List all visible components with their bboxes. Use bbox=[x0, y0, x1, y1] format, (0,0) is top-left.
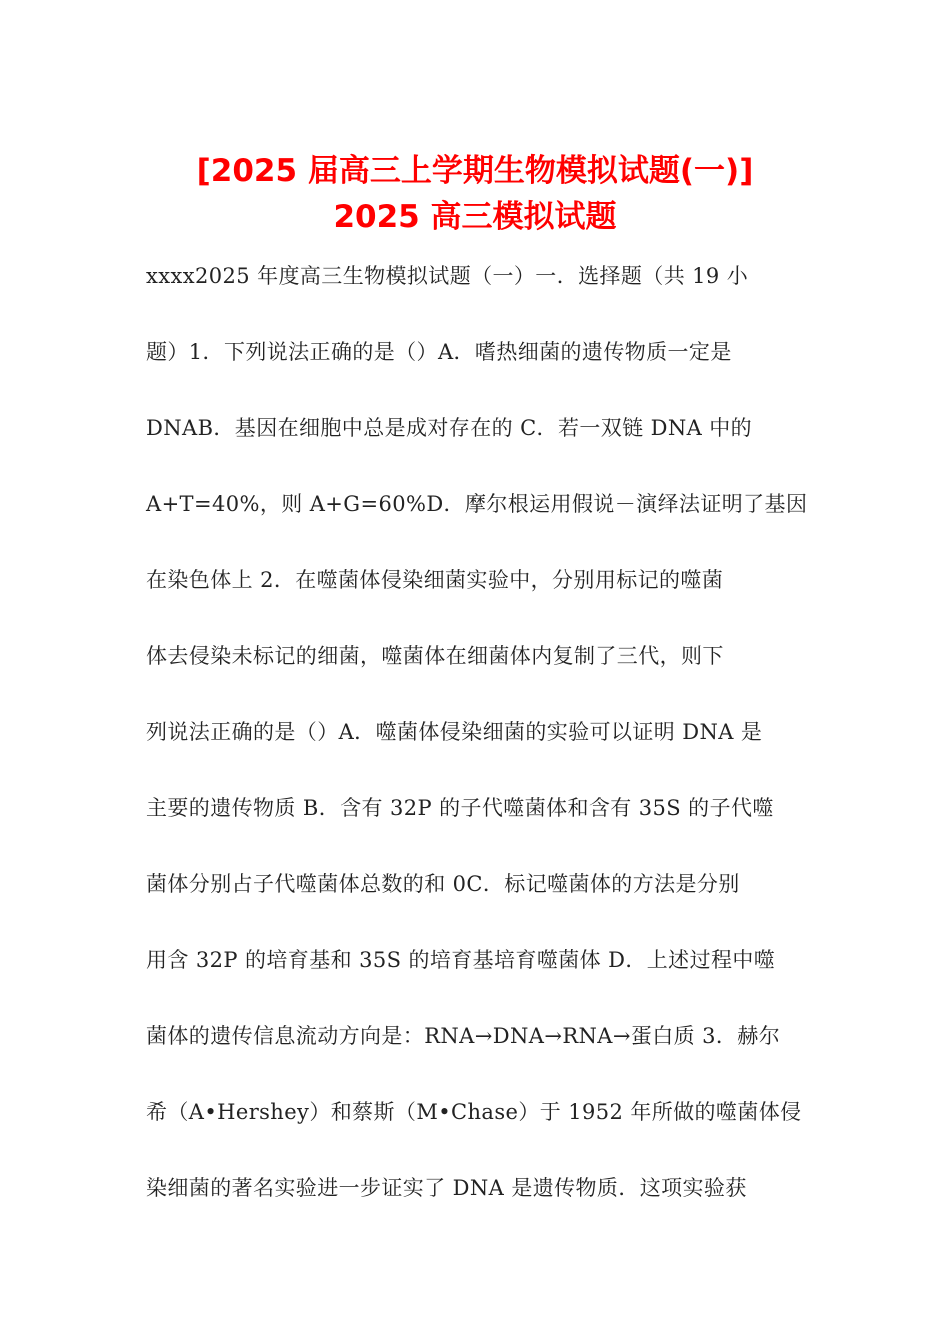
body-line: 主要的遗传物质 B．含有 32P 的子代噬菌体和含有 35S 的子代噬 bbox=[146, 796, 774, 820]
title-line-1: [2025 届高三上学期生物模拟试题(一)] bbox=[196, 153, 754, 189]
body-line: 希（A•Hershey）和蔡斯（M•Chase）于 1952 年所做的噬菌体侵 bbox=[146, 1100, 802, 1124]
body-line: DNAB．基因在细胞中总是成对存在的 C．若一双链 DNA 中的 bbox=[146, 416, 753, 440]
document-title bbox=[0, 148, 950, 240]
body-line: 题）1．下列说法正确的是（）A．嗜热细菌的遗传物质一定是 bbox=[146, 340, 732, 364]
body-line: 菌体分别占子代噬菌体总数的和 0C．标记噬菌体的方法是分别 bbox=[146, 872, 740, 896]
body-line: 菌体的遗传信息流动方向是：RNA→DNA→RNA→蛋白质 3．赫尔 bbox=[146, 1024, 781, 1048]
body-line: 体去侵染未标记的细菌，噬菌体在细菌体内复制了三代，则下 bbox=[146, 644, 724, 668]
title-line-2: 2025 高三模拟试题 bbox=[333, 199, 617, 235]
body-line: 在染色体上 2．在噬菌体侵染细菌实验中，分别用标记的噬菌 bbox=[146, 568, 724, 592]
body-line: 染细菌的著名实验进一步证实了 DNA 是遗传物质．这项实验获 bbox=[146, 1176, 747, 1200]
body-line: A+T=40%，则 A+G=60%D．摩尔根运用假说－演绎法证明了基因 bbox=[146, 492, 808, 516]
body-line: xxxx2025 年度高三生物模拟试题（一）一．选择题（共 19 小 bbox=[146, 264, 749, 288]
body-line: 列说法正确的是（）A．噬菌体侵染细菌的实验可以证明 DNA 是 bbox=[146, 720, 763, 744]
document-body bbox=[146, 250, 806, 1238]
body-line: 用含 32P 的培育基和 35S 的培育基培育噬菌体 D．上述过程中噬 bbox=[146, 948, 776, 972]
